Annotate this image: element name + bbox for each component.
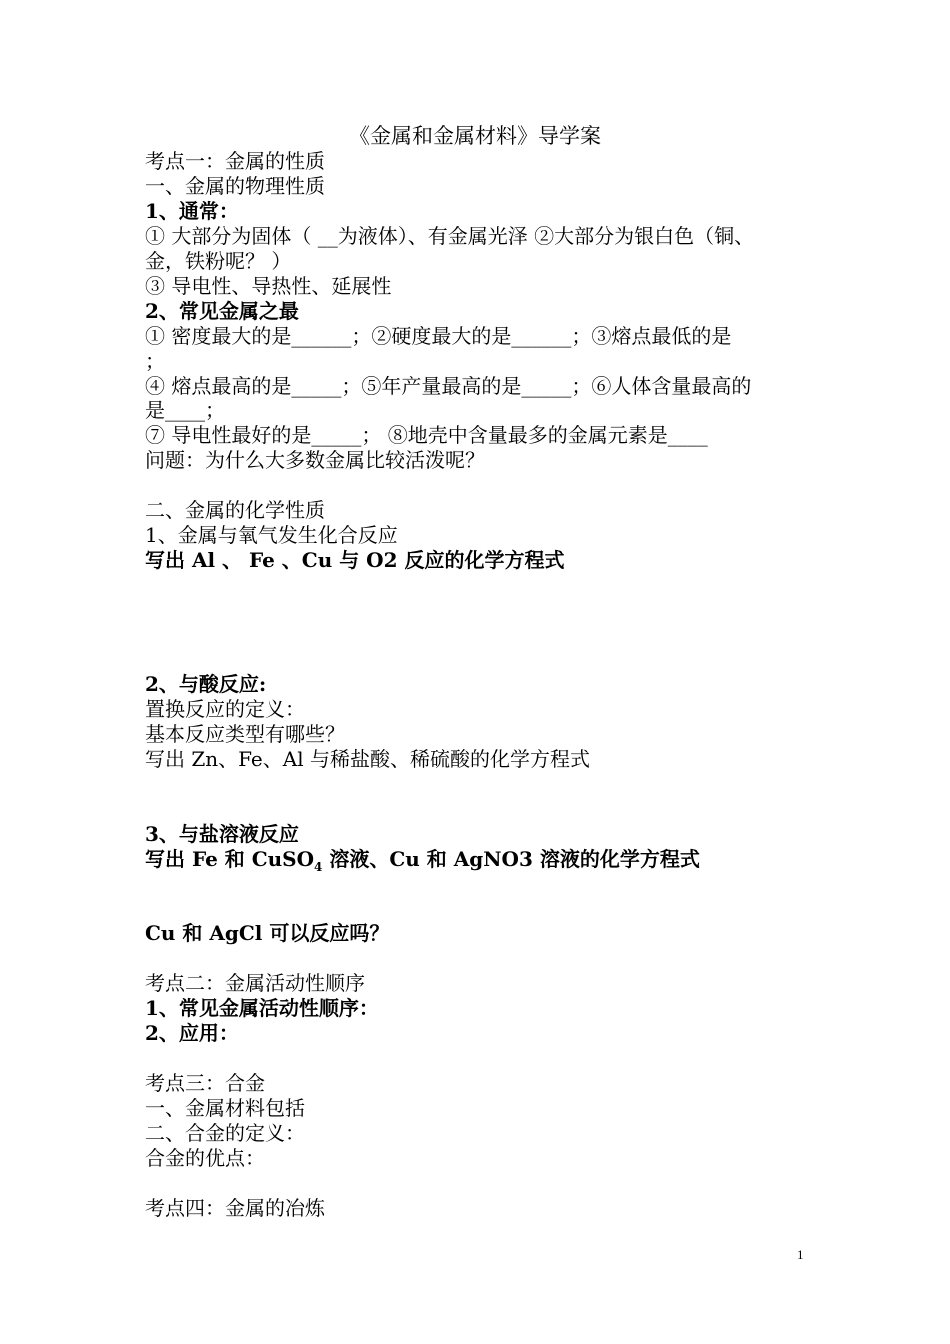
document-title: 《金属和金属材料》导学案 <box>349 124 601 148</box>
subheading-chemical-properties: 二、金属的化学性质 <box>145 498 325 522</box>
subscript-4: 4 <box>314 860 323 874</box>
text-line: 合金的优点： <box>145 1146 265 1170</box>
text-fragment: 写出 Fe 和 CuSO <box>145 847 315 871</box>
section-heading-4: 考点四：金属的冶炼 <box>145 1196 325 1220</box>
text-line: ⑦ 导电性最好的是_____； ⑧地壳中含量最多的金属元素是____ <box>145 423 708 447</box>
section-heading-3: 考点三：合金 <box>145 1071 265 1095</box>
text-line: 金，铁粉呢？ ） <box>145 249 292 273</box>
text-line: ； <box>145 349 165 373</box>
text-line: 写出 Al 、 Fe 、Cu 与 O2 反应的化学方程式 <box>145 548 565 572</box>
text-line: 基本反应类型有哪些？ <box>145 722 345 746</box>
text-line <box>145 847 700 880</box>
question-line: Cu 和 AgCl 可以反应吗？ <box>145 921 390 945</box>
text-line: ④ 熔点最高的是_____；⑤年产量最高的是_____；⑥人体含量最高的 <box>145 374 752 398</box>
text-line: 一、金属材料包括 <box>145 1096 305 1120</box>
text-line: 是____； <box>145 398 225 422</box>
text-line: 置换反应的定义： <box>145 697 305 721</box>
page-number: 1 <box>797 1247 804 1262</box>
text-fragment: 溶液、Cu 和 AgNO3 溶液的化学方程式 <box>322 847 700 871</box>
text-line: 2、应用： <box>145 1021 239 1045</box>
text-line: 写出 Zn、Fe、Al 与稀盐酸、稀硫酸的化学方程式 <box>145 747 590 771</box>
item-3-salt-reaction: 3、与盐溶液反应 <box>145 822 299 846</box>
text-line: ① 密度最大的是______；②硬度最大的是______；③熔点最低的是 <box>145 324 732 348</box>
section-heading-1: 考点一：金属的性质 <box>145 149 325 173</box>
text-line: 二、合金的定义： <box>145 1121 305 1145</box>
text-line: ③ 导电性、导热性、延展性 <box>145 274 392 298</box>
item-1-usual: 1、通常： <box>145 199 239 223</box>
text-line: 1、金属与氧气发生化合反应 <box>145 523 398 547</box>
text-line: ① 大部分为固体（ __为液体）、有金属光泽 ②大部分为银白色（铜、 <box>145 224 755 248</box>
subheading-physical-properties: 一、金属的物理性质 <box>145 174 325 198</box>
item-2-acid-reaction: 2、与酸反应: <box>145 672 267 696</box>
question-line: 问题：为什么大多数金属比较活泼呢？ <box>145 448 485 472</box>
text-line: 1、常见金属活动性顺序： <box>145 996 379 1020</box>
section-heading-2: 考点二：金属活动性顺序 <box>145 971 365 995</box>
item-2-metal-records: 2、常见金属之最 <box>145 299 299 323</box>
